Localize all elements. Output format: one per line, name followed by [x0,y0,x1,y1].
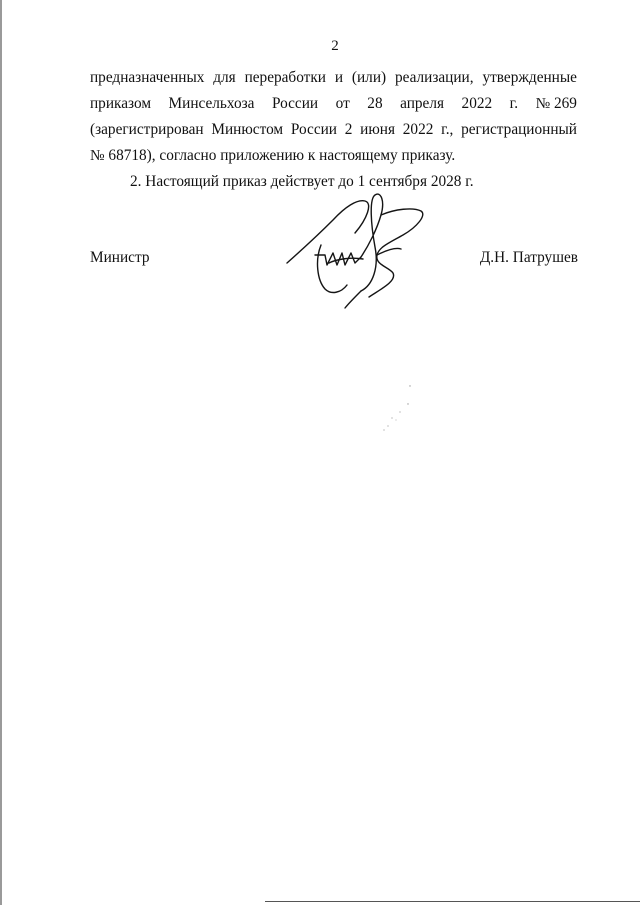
word: утвержденные [482,69,577,86]
word: регистрационный [461,121,577,138]
text-line-1 [90,65,577,91]
word: Минюстом [211,121,284,138]
word: 28 [367,95,383,112]
signatory-name: Д.Н. Патрушев [479,249,578,266]
word: Минсельхоза [168,95,255,112]
word: г. [509,95,519,112]
word: и [334,69,344,86]
text-line-4: № 68718), согласно приложению к настоящему приказу. [90,147,456,164]
word: (зарегистрирован [90,121,204,138]
word: апреля [400,95,445,112]
page-number: 2 [331,38,339,54]
word: № 269 [535,95,577,112]
paragraph-2: 2. Настоящий приказ действует до 1 сентября 2028 г. [130,173,474,190]
signatory-title: Министр [90,249,150,266]
word: реализации, [394,69,474,86]
word: 2022 [402,121,434,138]
word: 2022 [461,95,493,112]
page-edge [0,0,2,905]
word: г., [441,121,454,138]
word: для [213,69,236,86]
word: предназначенных [90,69,205,86]
word: (или) [351,69,387,86]
word: приказом [90,95,152,112]
body-text [90,65,577,195]
text-line-2 [90,91,577,117]
text-line-3 [90,117,577,143]
word: 2 [344,121,353,138]
page-bottom-edge [265,901,640,902]
word: России [271,95,319,112]
word: России [290,121,337,138]
word: июня [360,121,396,138]
word: переработки [244,69,326,86]
handwritten-signature [285,185,430,310]
word: от [335,95,350,112]
scan-specks [370,380,430,440]
